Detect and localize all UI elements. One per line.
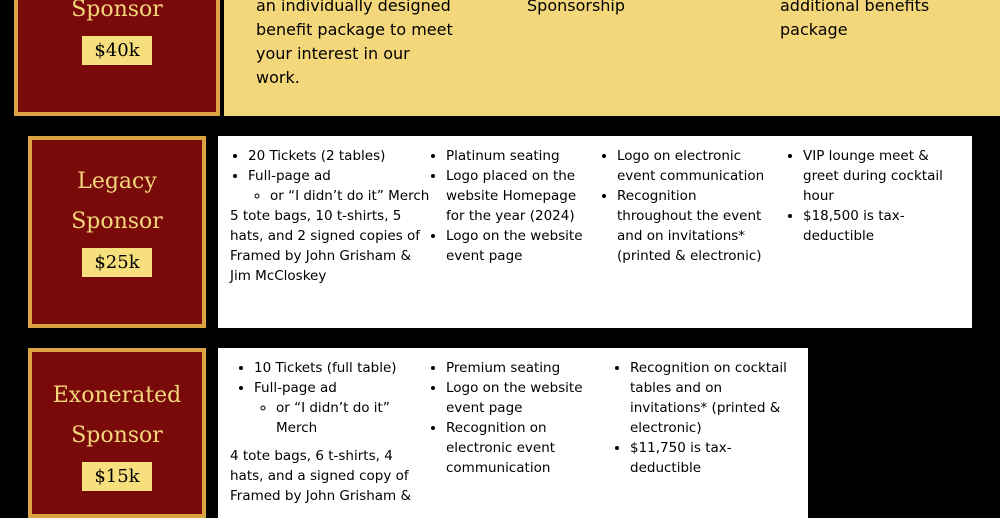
list-item: • Premium seating [446,358,613,378]
legacy-col2 [428,146,598,266]
list-item: • Logo placed on the website Homepage for the year (2024) [446,166,598,226]
exonerated-col3 [612,358,792,478]
list-item: • Logo on the website event page [446,378,613,418]
legacy-sponsor-badge [28,136,206,328]
list-item: • Recognition throughout the event and on invitations* (printed & electronic) [617,186,774,266]
top-tier-badge [14,0,220,116]
list-item: • $11,750 is tax-deductible [630,438,792,478]
exonerated-sponsor-price: $15k [82,462,151,491]
list-item: • 20 Tickets (2 tables) [248,146,435,166]
list-item: • Recognition on electronic event communication [446,418,613,478]
legacy-col3 [599,146,774,266]
list-item: • VIP lounge meet & greet during cocktail hour [803,146,945,206]
legacy-merch-note: 5 tote bags, 10 t-shirts, 5 hats, and 2 signed copies of Framed by John Grisham & Jim McCloskey [230,208,421,284]
legacy-sponsor-benefits [218,136,972,328]
list-item: • Logo on the website event page [446,226,598,266]
legacy-sponsor-price: $25k [82,248,151,277]
top-tier-benefits [224,0,1000,116]
top-tier-col2: Sponsorship [527,0,626,15]
list-item: • Recognition on cocktail tables and on invitations* (printed & electronic) [630,358,792,438]
list-item: • $18,500 is tax-deductible [803,206,945,246]
legacy-col1 [230,146,435,286]
exonerated-sponsor-name-line2: Sponsor [71,423,163,448]
legacy-col4 [785,146,945,246]
exonerated-col1 [230,358,430,506]
exonerated-merch-note: 4 tote bags, 6 t-shirts, 4 hats, and a signed copy of Framed by John Grisham & [230,448,412,504]
list-item: • Logo on electronic event communication [617,146,774,186]
list-item: • 10 Tickets (full table) [254,358,430,378]
exonerated-sponsor-name-line1: Exonerated [52,383,182,408]
exonerated-col2 [428,358,613,478]
top-tier-price: $40k [82,36,151,65]
list-item-label: Full-page ad [248,168,331,184]
list-item [254,378,430,438]
legacy-sponsor-name-line2: Sponsor [71,209,163,234]
list-item-label: Full-page ad [254,380,337,396]
list-item [248,166,435,206]
sub-list-item: ◦ or “I didn’t do it” Merch [270,186,435,206]
sub-list-item: ◦ or “I didn’t do it” Merch [276,398,430,438]
exonerated-sponsor-benefits [218,348,808,518]
top-tier-name: Sponsor [71,0,163,22]
top-tier-col3: additional benefits package [780,0,930,39]
list-item: • Platinum seating [446,146,598,166]
legacy-sponsor-name-line1: Legacy [77,169,157,194]
exonerated-sponsor-badge [28,348,206,518]
top-tier-col1: an individually designed benefit package to meet your interest in our work. [256,0,453,87]
